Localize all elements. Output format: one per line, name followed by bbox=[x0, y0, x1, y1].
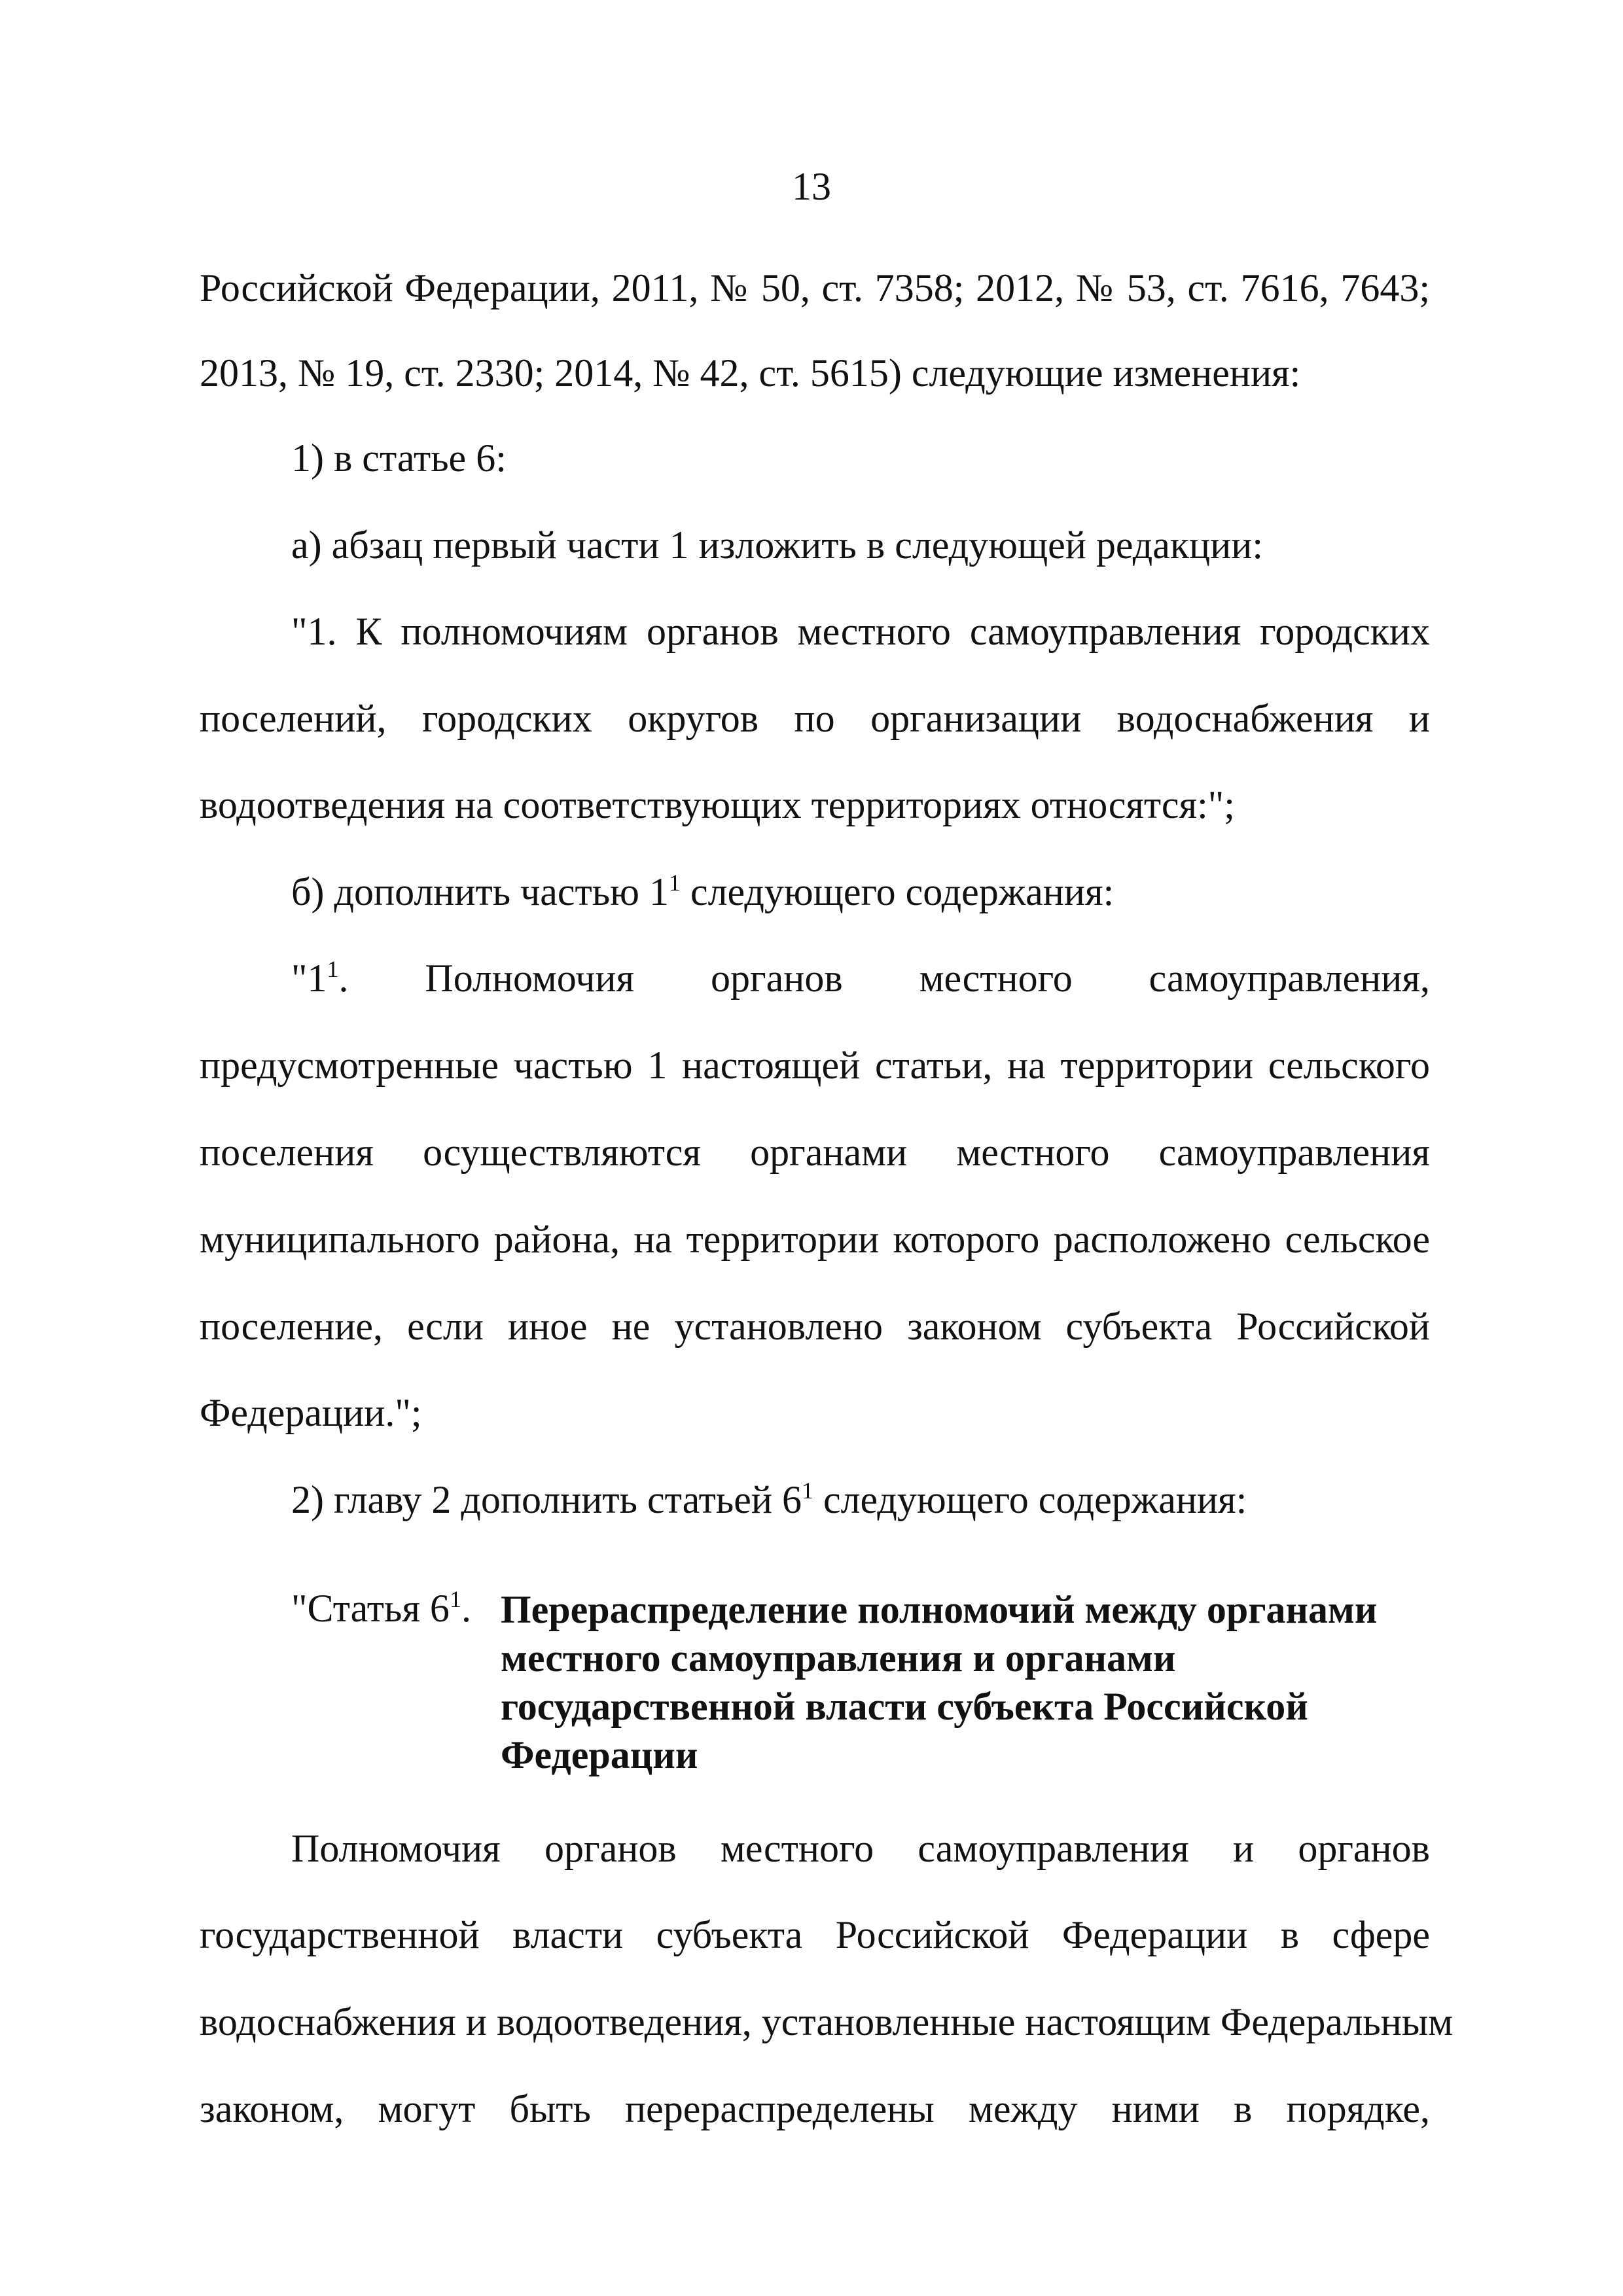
text-fragment: "$1^1$. bbox=[291, 956, 349, 1000]
paragraph-line: Российской Федерации, 2011, № 50, ст. 7358; 2012, № 53, ст. 7616, 7643; bbox=[200, 266, 1430, 309]
superscript: 1 bbox=[449, 1586, 461, 1612]
paragraph-line: поселение, если иное не установлено законом субъекта Российской bbox=[200, 1305, 1430, 1348]
paragraph-line: "1. К полномочиям органов местного самоуправления городских bbox=[291, 610, 1430, 653]
text-fragment: следующего содержания: bbox=[680, 870, 1115, 913]
paragraph-line: Полномочия органов местного самоуправления и органов bbox=[291, 1827, 1430, 1870]
text-fragment: "1 bbox=[291, 957, 327, 1000]
paragraph-line: муниципального района, на территории которого расположено сельское bbox=[200, 1218, 1430, 1261]
paragraph-line bbox=[291, 955, 1430, 1006]
text-fragment: органов bbox=[711, 957, 843, 1000]
article-label bbox=[291, 1585, 471, 1636]
article-title bbox=[501, 1585, 1417, 1779]
paragraph-line: поселения осуществляются органами местного самоуправления bbox=[200, 1131, 1430, 1174]
paragraph-line: законом, могут быть перераспределены между ними в порядке, bbox=[200, 2087, 1430, 2130]
text-fragment: самоуправления, bbox=[1149, 957, 1430, 1000]
article-title-line: Федерации bbox=[501, 1733, 698, 1776]
paragraph-line bbox=[291, 1477, 1430, 1528]
text-fragment: б) дополнить частью 1 bbox=[291, 870, 669, 913]
paragraph-line: 1) в статье 6: bbox=[291, 436, 507, 480]
paragraph-line: а) абзац первый части 1 изложить в следующей редакции: bbox=[291, 523, 1264, 567]
superscript: 1 bbox=[668, 870, 681, 896]
text-fragment: . bbox=[461, 1587, 471, 1630]
paragraph-line bbox=[291, 869, 1430, 920]
paragraph-line: водоснабжения и водоотведения, установленные настоящим Федеральным bbox=[200, 2000, 1454, 2043]
article-title-line: местного самоуправления и органами bbox=[501, 1636, 1176, 1680]
paragraph-line: предусмотренные частью 1 настоящей статьи, на территории сельского bbox=[200, 1044, 1430, 1087]
paragraph-line: водоотведения на соответствующих территориях относятся:"; bbox=[200, 783, 1235, 826]
text-fragment: следующего содержания: bbox=[813, 1478, 1247, 1521]
paragraph-line: поселений, городских округов по организации водоснабжения и bbox=[200, 697, 1430, 740]
paragraph-line: Федерации."; bbox=[200, 1391, 422, 1434]
article-title-line: Перераспределение полномочий между органами bbox=[501, 1588, 1378, 1631]
text-fragment: "Статья 6 bbox=[291, 1587, 450, 1630]
superscript: 1 bbox=[327, 956, 339, 982]
page-number: 13 bbox=[792, 165, 831, 208]
article-title-line: государственной власти субъекта Российской bbox=[501, 1685, 1308, 1728]
paragraph-line: государственной власти субъекта Российской Федерации в сфере bbox=[200, 1913, 1430, 1956]
text-fragment: Полномочия bbox=[425, 957, 635, 1000]
text-fragment: местного bbox=[919, 957, 1073, 1000]
paragraph-line: 2013, № 19, ст. 2330; 2014, № 42, ст. 5615) следующие изменения: bbox=[200, 351, 1301, 395]
text-fragment: 2) главу 2 дополнить статьей 6 bbox=[291, 1478, 802, 1521]
superscript: 1 bbox=[801, 1477, 813, 1504]
